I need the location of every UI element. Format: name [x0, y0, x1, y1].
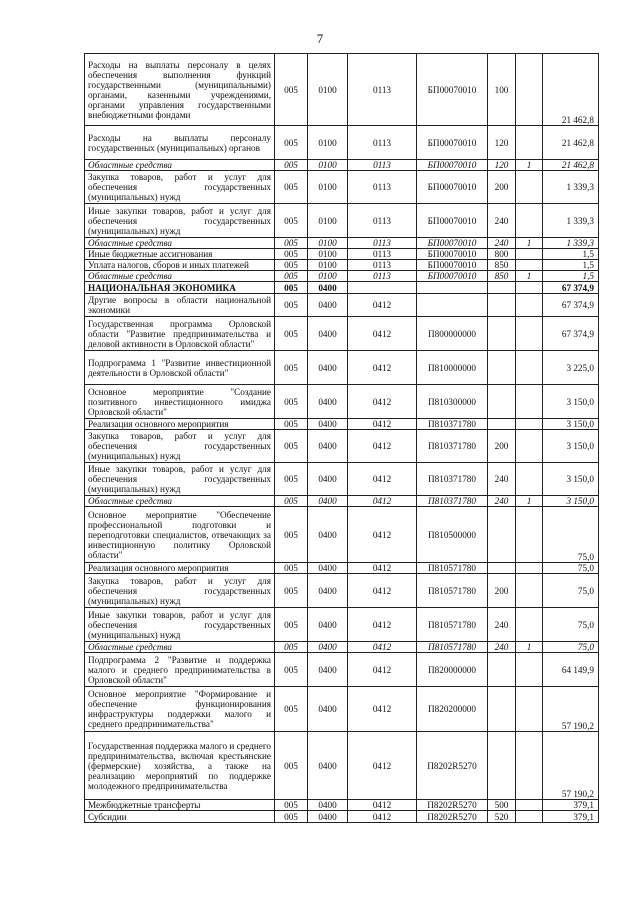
target-article-cell: П810571780 [417, 608, 488, 642]
expense-name-cell: Закупка товаров, работ и услуг для обеспечения государственных (муниципальных) нужд [85, 430, 275, 463]
subsection-code-cell: 0412 [348, 294, 417, 317]
table-row [85, 260, 599, 271]
amount-cell: 21 462,8 [543, 160, 599, 171]
subsection-code-cell: 0412 [348, 317, 417, 351]
department-code-cell: 005 [275, 419, 308, 430]
department-code-cell: 005 [275, 238, 308, 249]
department-code-cell: 005 [275, 385, 308, 419]
table-row [85, 249, 599, 260]
amount-cell: 379,1 [543, 811, 599, 823]
expense-name-cell: Уплата налогов, сборов и иных платежей [85, 260, 275, 271]
amount-cell: 1,5 [543, 249, 599, 260]
table-row [85, 800, 599, 811]
amount-cell: 3 150,0 [543, 385, 599, 419]
amount-cell: 75,0 [543, 642, 599, 653]
section-code-cell: 0400 [308, 563, 348, 574]
subsection-code-cell: 0412 [348, 563, 417, 574]
section-code-cell: 0400 [308, 608, 348, 642]
target-article-cell: П810000000 [417, 351, 488, 385]
department-code-cell: 005 [275, 653, 308, 687]
amount-cell: 75,0 [543, 563, 599, 574]
section-code-cell: 0400 [308, 496, 348, 507]
expense-name-cell: Основное мероприятие "Создание позитивного инвестиционного имиджа Орловской области" [85, 385, 275, 419]
target-article-cell: П810371780 [417, 496, 488, 507]
funding-source-cell [516, 249, 543, 260]
expense-type-cell [488, 282, 516, 294]
funding-source-cell [516, 811, 543, 823]
subsection-code-cell [348, 282, 417, 294]
expense-type-cell: 200 [488, 574, 516, 608]
section-code-cell: 0100 [308, 54, 348, 126]
department-code-cell: 005 [275, 294, 308, 317]
subsection-code-cell: 0412 [348, 732, 417, 800]
department-code-cell: 005 [275, 642, 308, 653]
section-code-cell: 0100 [308, 271, 348, 282]
target-article-cell: П810371780 [417, 463, 488, 496]
subsection-code-cell: 0113 [348, 238, 417, 249]
expense-type-cell: 120 [488, 160, 516, 171]
amount-cell: 67 374,9 [543, 317, 599, 351]
subsection-code-cell: 0412 [348, 385, 417, 419]
subsection-code-cell: 0412 [348, 642, 417, 653]
table-row [85, 238, 599, 249]
section-code-cell: 0100 [308, 238, 348, 249]
funding-source-cell [516, 260, 543, 271]
subsection-code-cell: 0113 [348, 126, 417, 160]
expense-type-cell [488, 687, 516, 732]
expense-type-cell: 800 [488, 249, 516, 260]
funding-source-cell [516, 687, 543, 732]
expense-name-cell: Иные закупки товаров, работ и услуг для обеспечения государственных (муниципальных) нужд [85, 463, 275, 496]
subsection-code-cell: 0412 [348, 800, 417, 811]
table-row [85, 204, 599, 238]
table-row [85, 419, 599, 430]
funding-source-cell [516, 351, 543, 385]
subsection-code-cell: 0412 [348, 811, 417, 823]
subsection-code-cell: 0113 [348, 249, 417, 260]
amount-cell: 57 190,2 [543, 732, 599, 800]
funding-source-cell: 1 [516, 238, 543, 249]
expense-name-cell: Подпрограмма 2 "Развитие и поддержка малого и среднего предпринимательства в Орловской области" [85, 653, 275, 687]
subsection-code-cell: 0113 [348, 171, 417, 204]
section-code-cell: 0400 [308, 732, 348, 800]
funding-source-cell [516, 732, 543, 800]
section-code-cell: 0400 [308, 687, 348, 732]
expense-type-cell: 500 [488, 800, 516, 811]
funding-source-cell [516, 204, 543, 238]
funding-source-cell [516, 574, 543, 608]
section-code-cell: 0400 [308, 430, 348, 463]
target-article-cell: БП00070010 [417, 249, 488, 260]
section-code-cell: 0100 [308, 126, 348, 160]
department-code-cell: 005 [275, 496, 308, 507]
department-code-cell: 005 [275, 574, 308, 608]
subsection-code-cell: 0412 [348, 507, 417, 563]
department-code-cell: 005 [275, 430, 308, 463]
funding-source-cell [516, 282, 543, 294]
table-body [85, 54, 599, 823]
expense-name-cell: Государственная программа Орловской области "Развитие предпринимательства и деловой активности в Орловской области" [85, 317, 275, 351]
section-code-cell: 0100 [308, 160, 348, 171]
expense-name-cell: Иные закупки товаров, работ и услуг для обеспечения государственных (муниципальных) нужд [85, 204, 275, 238]
expense-type-cell: 850 [488, 271, 516, 282]
amount-cell: 75,0 [543, 507, 599, 563]
amount-cell: 67 374,9 [543, 282, 599, 294]
target-article-cell: БП00070010 [417, 160, 488, 171]
department-code-cell: 005 [275, 260, 308, 271]
table-row [85, 574, 599, 608]
expense-type-cell: 100 [488, 54, 516, 126]
expense-name-cell: Реализация основного мероприятия [85, 419, 275, 430]
table-row [85, 732, 599, 800]
funding-source-cell [516, 385, 543, 419]
funding-source-cell [516, 800, 543, 811]
subsection-code-cell: 0412 [348, 496, 417, 507]
amount-cell: 1 339,3 [543, 204, 599, 238]
subsection-code-cell: 0412 [348, 419, 417, 430]
amount-cell: 3 225,0 [543, 351, 599, 385]
expense-type-cell [488, 351, 516, 385]
expense-name-cell: Иные бюджетные ассигнования [85, 249, 275, 260]
subsection-code-cell: 0412 [348, 430, 417, 463]
amount-cell: 21 462,8 [543, 54, 599, 126]
table-row [85, 687, 599, 732]
amount-cell: 1,5 [543, 271, 599, 282]
expense-type-cell: 240 [488, 608, 516, 642]
funding-source-cell [516, 608, 543, 642]
table-row [85, 385, 599, 419]
section-code-cell: 0400 [308, 653, 348, 687]
section-code-cell: 0400 [308, 294, 348, 317]
department-code-cell: 005 [275, 351, 308, 385]
table-row [85, 608, 599, 642]
amount-cell: 3 150,0 [543, 496, 599, 507]
section-code-cell: 0400 [308, 800, 348, 811]
expense-type-cell: 240 [488, 204, 516, 238]
target-article-cell: П810371780 [417, 430, 488, 463]
section-code-cell: 0400 [308, 385, 348, 419]
target-article-cell: БП00070010 [417, 171, 488, 204]
section-code-cell: 0400 [308, 811, 348, 823]
subsection-code-cell: 0113 [348, 260, 417, 271]
table-row [85, 171, 599, 204]
amount-cell: 1,5 [543, 260, 599, 271]
table-row [85, 126, 599, 160]
amount-cell: 1 339,3 [543, 238, 599, 249]
amount-cell: 75,0 [543, 574, 599, 608]
funding-source-cell: 1 [516, 642, 543, 653]
expense-name-cell: Реализация основного мероприятия [85, 563, 275, 574]
subsection-code-cell: 0412 [348, 687, 417, 732]
amount-cell: 1 339,3 [543, 171, 599, 204]
funding-source-cell [516, 317, 543, 351]
funding-source-cell [516, 463, 543, 496]
expense-type-cell: 240 [488, 463, 516, 496]
amount-cell: 57 190,2 [543, 687, 599, 732]
subsection-code-cell: 0412 [348, 351, 417, 385]
expense-type-cell: 240 [488, 642, 516, 653]
department-code-cell: 005 [275, 608, 308, 642]
expense-name-cell: Субсидии [85, 811, 275, 823]
budget-table [84, 53, 599, 823]
expense-name-cell: Основное мероприятие "Формирование и обеспечение функционирования инфраструктуры поддержки малого и среднего предпринимательства" [85, 687, 275, 732]
target-article-cell: П8202R5270 [417, 732, 488, 800]
department-code-cell: 005 [275, 54, 308, 126]
expense-name-cell: Областные средства [85, 496, 275, 507]
amount-cell: 3 150,0 [543, 463, 599, 496]
table-row [85, 271, 599, 282]
expense-name-cell: Областные средства [85, 642, 275, 653]
target-article-cell: П810300000 [417, 385, 488, 419]
section-code-cell: 0400 [308, 282, 348, 294]
section-code-cell: 0400 [308, 642, 348, 653]
section-code-cell: 0400 [308, 419, 348, 430]
funding-source-cell [516, 563, 543, 574]
department-code-cell: 005 [275, 160, 308, 171]
subsection-code-cell: 0412 [348, 463, 417, 496]
subsection-code-cell: 0113 [348, 160, 417, 171]
expense-name-cell: Расходы на выплаты персоналу государственных (муниципальных) органов [85, 126, 275, 160]
table-row [85, 430, 599, 463]
table-row [85, 563, 599, 574]
department-code-cell: 005 [275, 800, 308, 811]
table-row [85, 463, 599, 496]
target-article-cell: П810500000 [417, 507, 488, 563]
amount-cell: 67 374,9 [543, 294, 599, 317]
department-code-cell: 005 [275, 463, 308, 496]
section-code-cell: 0100 [308, 249, 348, 260]
target-article-cell: П800000000 [417, 317, 488, 351]
expense-type-cell: 240 [488, 496, 516, 507]
amount-cell: 379,1 [543, 800, 599, 811]
expense-type-cell [488, 507, 516, 563]
funding-source-cell [516, 171, 543, 204]
funding-source-cell [516, 294, 543, 317]
expense-type-cell: 850 [488, 260, 516, 271]
section-code-cell: 0100 [308, 260, 348, 271]
target-article-cell [417, 294, 488, 317]
target-article-cell: П8202R5270 [417, 811, 488, 823]
expense-type-cell: 520 [488, 811, 516, 823]
table-row [85, 496, 599, 507]
department-code-cell: 005 [275, 317, 308, 351]
funding-source-cell: 1 [516, 271, 543, 282]
subsection-code-cell: 0113 [348, 204, 417, 238]
amount-cell: 75,0 [543, 608, 599, 642]
table-row [85, 811, 599, 823]
target-article-cell: П8202R5270 [417, 800, 488, 811]
target-article-cell: БП00070010 [417, 126, 488, 160]
table-row [85, 160, 599, 171]
target-article-cell: П810571780 [417, 563, 488, 574]
expense-name-cell: Основное мероприятие "Обеспечение профессиональной подготовки и переподготовки специалистов, отвечающих за инвестиционную политику Орловской области" [85, 507, 275, 563]
department-code-cell: 005 [275, 507, 308, 563]
subsection-code-cell: 0412 [348, 653, 417, 687]
expense-name-cell: Областные средства [85, 271, 275, 282]
funding-source-cell [516, 430, 543, 463]
section-code-cell: 0400 [308, 351, 348, 385]
section-code-cell: 0400 [308, 574, 348, 608]
target-article-cell: БП00070010 [417, 271, 488, 282]
department-code-cell: 005 [275, 171, 308, 204]
expense-name-cell: Расходы на выплаты персоналу в целях обеспечения выполнения функций государственными (муниципальными) органами, казенными учреждениями, органами управления государственными внебюджетными фондами [85, 54, 275, 126]
target-article-cell: БП00070010 [417, 260, 488, 271]
funding-source-cell [516, 653, 543, 687]
expense-type-cell: 200 [488, 171, 516, 204]
department-code-cell: 005 [275, 282, 308, 294]
table-row [85, 642, 599, 653]
section-code-cell: 0400 [308, 317, 348, 351]
target-article-cell: П820200000 [417, 687, 488, 732]
table-row [85, 351, 599, 385]
expense-name-cell: Закупка товаров, работ и услуг для обеспечения государственных (муниципальных) нужд [85, 574, 275, 608]
expense-name-cell: Иные закупки товаров, работ и услуг для обеспечения государственных (муниципальных) нужд [85, 608, 275, 642]
amount-cell: 21 462,8 [543, 126, 599, 160]
section-code-cell: 0400 [308, 507, 348, 563]
department-code-cell: 005 [275, 271, 308, 282]
expense-name-cell: Межбюджетные трансферты [85, 800, 275, 811]
expense-name-cell: Другие вопросы в области национальной экономики [85, 294, 275, 317]
subsection-code-cell: 0113 [348, 271, 417, 282]
department-code-cell: 005 [275, 563, 308, 574]
expense-type-cell [488, 732, 516, 800]
target-article-cell: П810571780 [417, 642, 488, 653]
expense-type-cell [488, 563, 516, 574]
amount-cell: 3 150,0 [543, 419, 599, 430]
section-code-cell: 0100 [308, 204, 348, 238]
subsection-code-cell: 0113 [348, 54, 417, 126]
funding-source-cell: 1 [516, 496, 543, 507]
department-code-cell: 005 [275, 687, 308, 732]
table-row [85, 294, 599, 317]
table-row [85, 507, 599, 563]
expense-name-cell: Областные средства [85, 160, 275, 171]
subsection-code-cell: 0412 [348, 574, 417, 608]
table-row [85, 54, 599, 126]
department-code-cell: 005 [275, 811, 308, 823]
department-code-cell: 005 [275, 126, 308, 160]
funding-source-cell [516, 419, 543, 430]
expense-type-cell: 240 [488, 238, 516, 249]
target-article-cell [417, 282, 488, 294]
table-row [85, 653, 599, 687]
page-number: 7 [316, 31, 324, 46]
table-row [85, 282, 599, 294]
target-article-cell: БП00070010 [417, 54, 488, 126]
expense-type-cell [488, 294, 516, 317]
target-article-cell: БП00070010 [417, 238, 488, 249]
department-code-cell: 005 [275, 249, 308, 260]
expense-name-cell: Областные средства [85, 238, 275, 249]
expense-name-cell: Закупка товаров, работ и услуг для обеспечения государственных (муниципальных) нужд [85, 171, 275, 204]
funding-source-cell [516, 126, 543, 160]
expense-type-cell: 200 [488, 430, 516, 463]
department-code-cell: 005 [275, 732, 308, 800]
amount-cell: 64 149,9 [543, 653, 599, 687]
expense-name-cell: Государственная поддержка малого и среднего предпринимательства, включая крестьянские (фермерские) хозяйства, а также на реализацию мероприятий по поддержке молодежного предпринимательства [85, 732, 275, 800]
target-article-cell: П810571780 [417, 574, 488, 608]
expense-type-cell [488, 653, 516, 687]
amount-cell: 3 150,0 [543, 430, 599, 463]
target-article-cell: БП00070010 [417, 204, 488, 238]
subsection-code-cell: 0412 [348, 608, 417, 642]
section-code-cell: 0400 [308, 463, 348, 496]
target-article-cell: П820000000 [417, 653, 488, 687]
funding-source-cell [516, 507, 543, 563]
department-code-cell: 005 [275, 204, 308, 238]
expense-name-cell: Подпрограмма 1 "Развитие инвестиционной деятельности в Орловской области" [85, 351, 275, 385]
expense-name-cell: НАЦИОНАЛЬНАЯ ЭКОНОМИКА [85, 282, 275, 294]
table-row [85, 317, 599, 351]
expense-type-cell [488, 385, 516, 419]
funding-source-cell [516, 54, 543, 126]
expense-type-cell: 120 [488, 126, 516, 160]
section-code-cell: 0100 [308, 171, 348, 204]
funding-source-cell: 1 [516, 160, 543, 171]
expense-type-cell [488, 317, 516, 351]
target-article-cell: П810371780 [417, 419, 488, 430]
expense-type-cell [488, 419, 516, 430]
